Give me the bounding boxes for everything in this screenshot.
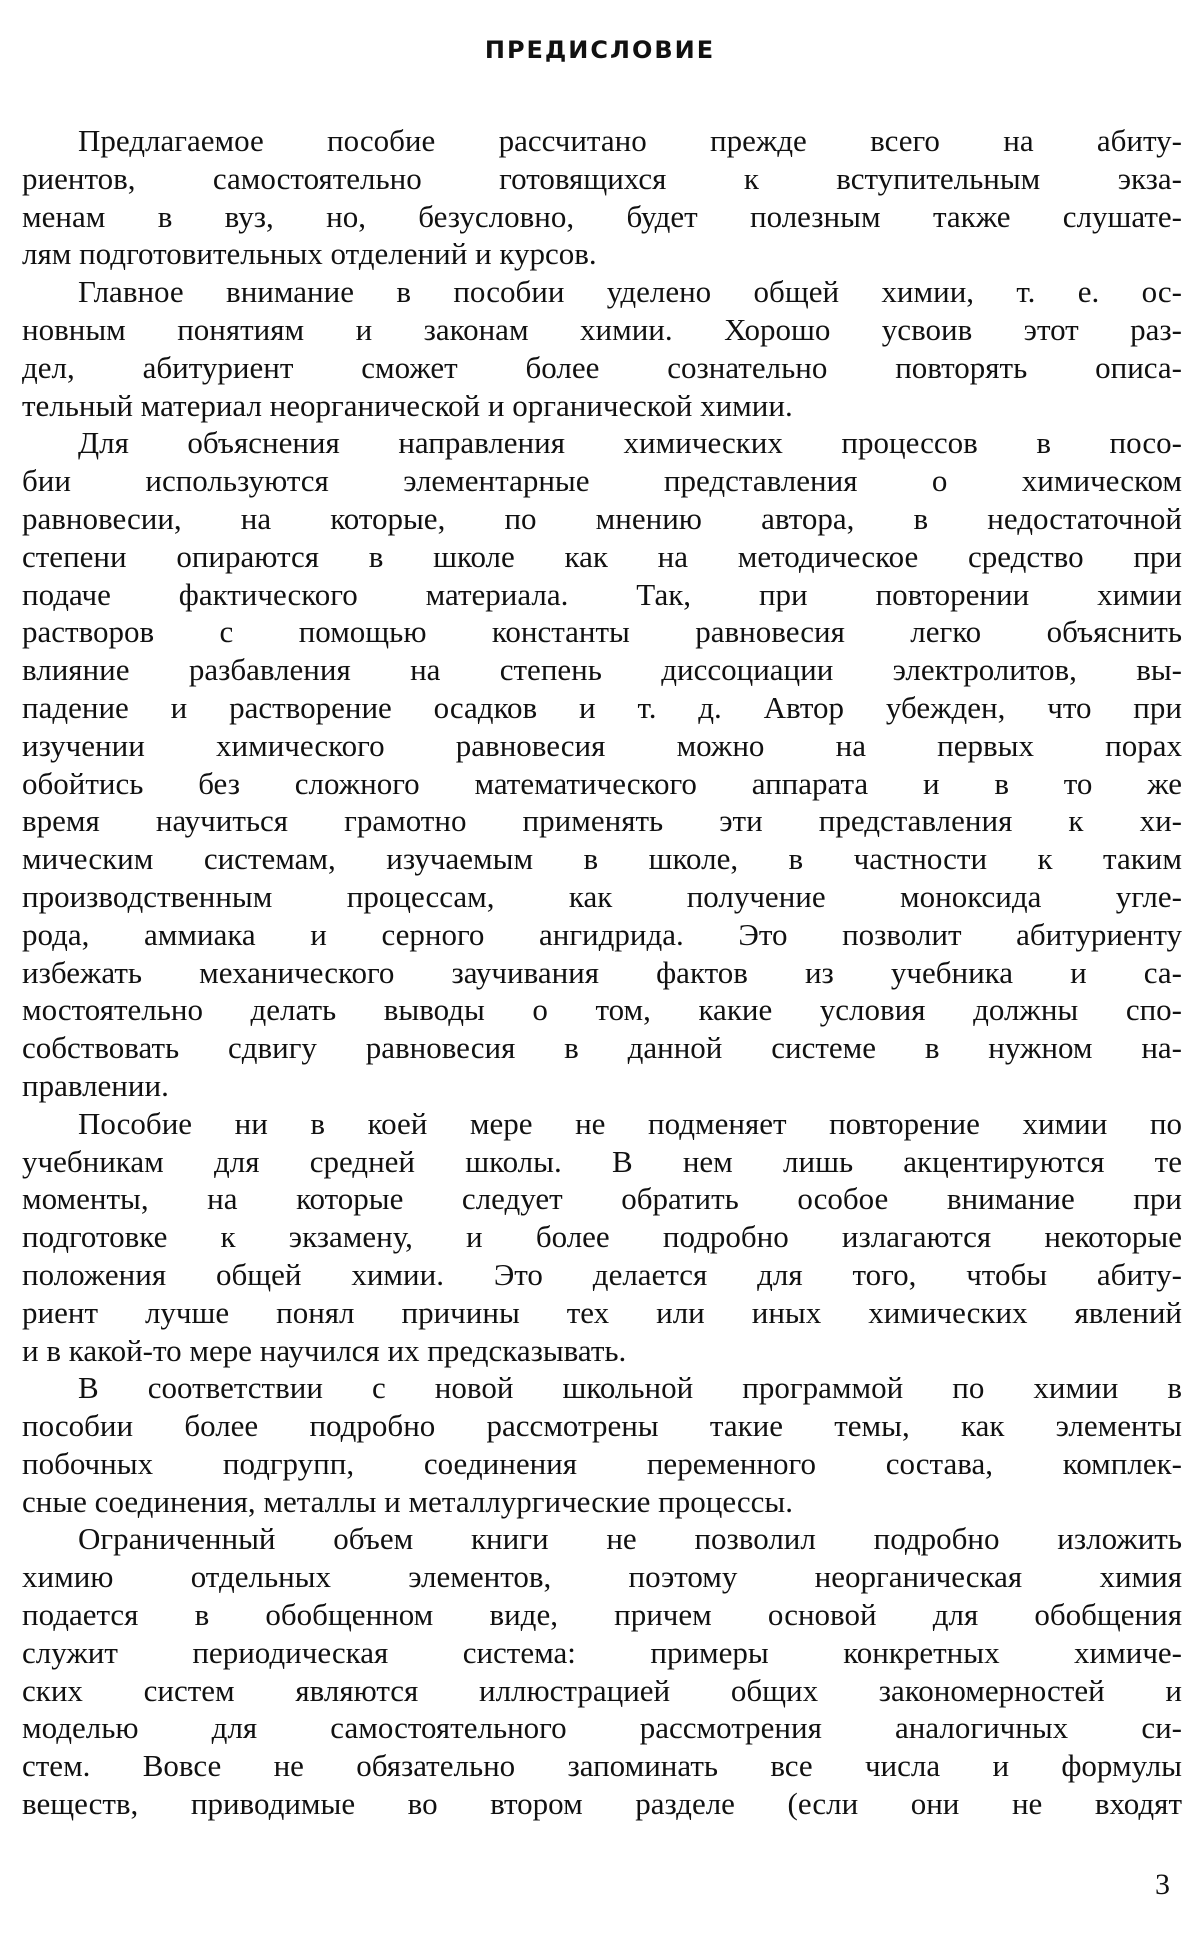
text-line: равновесии, на которые, по мнению автора, в недостаточной bbox=[22, 500, 1182, 536]
text-line: мостоятельно делать выводы о том, какие условия должны спо- bbox=[22, 992, 1182, 1028]
paragraph bbox=[22, 122, 1182, 273]
text-line: пособии более подробно рассмотрены такие темы, как элементы bbox=[22, 1408, 1182, 1444]
text-line: растворов с помощью константы равновесия легко объяснить bbox=[22, 614, 1182, 650]
text-line: положения общей химии. Это делается для того, чтобы абиту- bbox=[22, 1256, 1182, 1292]
text-line: степени опираются в школе как на методическое средство при bbox=[22, 538, 1182, 574]
text-line: Предлагаемое пособие рассчитано прежде всего на абиту- bbox=[78, 123, 1182, 158]
text-line: новным понятиям и законам химии. Хорошо усвоив этот раз- bbox=[22, 311, 1182, 347]
page-title: ПРЕДИСЛОВИЕ bbox=[484, 36, 716, 64]
text-line: бии используются элементарные представления о химическом bbox=[22, 463, 1182, 499]
text-line: Для объяснения направления химических процессов в посо- bbox=[78, 425, 1182, 461]
text-line: влияние разбавления на степень диссоциации электролитов, вы- bbox=[22, 652, 1182, 688]
text-line: служит периодическая система: примеры конкретных химиче- bbox=[22, 1634, 1182, 1670]
text-line: сные соединения, металлы и металлургические процессы. bbox=[22, 1483, 793, 1519]
text-line: мическим системам, изучаемым в школе, в частности к таким bbox=[22, 841, 1182, 877]
paragraph bbox=[22, 1105, 1182, 1370]
paragraph bbox=[22, 273, 1182, 424]
text-line: стем. Вовсе не обязательно запоминать все числа и формулы bbox=[22, 1748, 1182, 1784]
text-line: собствовать сдвигу равновесия в данной системе в нужном на- bbox=[22, 1030, 1182, 1066]
text-line: избежать механического заучивания фактов из учебника и са- bbox=[22, 954, 1182, 990]
text-line: менам в вуз, но, безусловно, будет полезным также слушате- bbox=[22, 198, 1182, 234]
text-line: моменты, на которые следует обратить особое внимание при bbox=[22, 1181, 1182, 1217]
text-line: побочных подгрупп, соединения переменного состава, комплек- bbox=[22, 1445, 1182, 1481]
text-line: производственным процессам, как получение моноксида угле- bbox=[22, 878, 1182, 914]
text-line: лям подготовительных отделений и курсов. bbox=[22, 236, 597, 272]
text-line: и в какой-то мере научился их предсказывать. bbox=[22, 1332, 627, 1368]
paragraph bbox=[22, 1520, 1182, 1822]
text-line: подготовке к экзамену, и более подробно излагаются некоторые bbox=[22, 1219, 1182, 1255]
text-line: риент лучше понял причины тех или иных химических явлений bbox=[22, 1294, 1182, 1330]
text-line: В соответствии с новой школьной программой по химии в bbox=[78, 1370, 1182, 1406]
text-line: подается в обобщенном виде, причем основой для обобщения bbox=[22, 1597, 1182, 1633]
text-line: учебникам для средней школы. В нем лишь акцентируются те bbox=[22, 1143, 1182, 1179]
paragraph bbox=[22, 1369, 1182, 1520]
text-line: дел, абитуриент сможет более сознательно повторять описа- bbox=[22, 349, 1182, 385]
text-line: правлении. bbox=[22, 1067, 169, 1103]
page-number: 3 bbox=[1155, 1868, 1170, 1901]
text-line: Ограниченный объем книги не позволил подробно изложить bbox=[78, 1521, 1182, 1557]
text-line: риентов, самостоятельно готовящихся к вступительным экза- bbox=[22, 160, 1182, 196]
text-line: подаче фактического материала. Так, при повторении химии bbox=[22, 576, 1182, 612]
text-line: падение и растворение осадков и т. д. Автор убежден, что при bbox=[22, 689, 1182, 725]
text-line: Главное внимание в пособии уделено общей химии, т. е. ос- bbox=[78, 274, 1182, 310]
text-line: моделью для самостоятельного рассмотрения аналогичных си- bbox=[22, 1710, 1182, 1746]
text-line: Пособие ни в коей мере не подменяет повторение химии по bbox=[78, 1105, 1182, 1141]
text-line: тельный материал неорганической и органической химии. bbox=[22, 387, 793, 423]
text-line: рода, аммиака и серного ангидрида. Это позволит абитуриенту bbox=[22, 916, 1182, 952]
text-line: время научиться грамотно применять эти представления к хи- bbox=[22, 803, 1182, 839]
paragraph bbox=[22, 424, 1182, 1104]
text-line: химию отдельных элементов, поэтому неорганическая химия bbox=[22, 1559, 1182, 1595]
text-line: изучении химического равновесия можно на первых порах bbox=[22, 727, 1182, 763]
text-line: веществ, приводимые во втором разделе (если они не входят bbox=[22, 1786, 1182, 1822]
body-text bbox=[22, 122, 1182, 1823]
text-line: обойтись без сложного математического аппарата и в то же bbox=[22, 765, 1182, 801]
text-line: ских систем являются иллюстрацией общих закономерностей и bbox=[22, 1672, 1182, 1708]
